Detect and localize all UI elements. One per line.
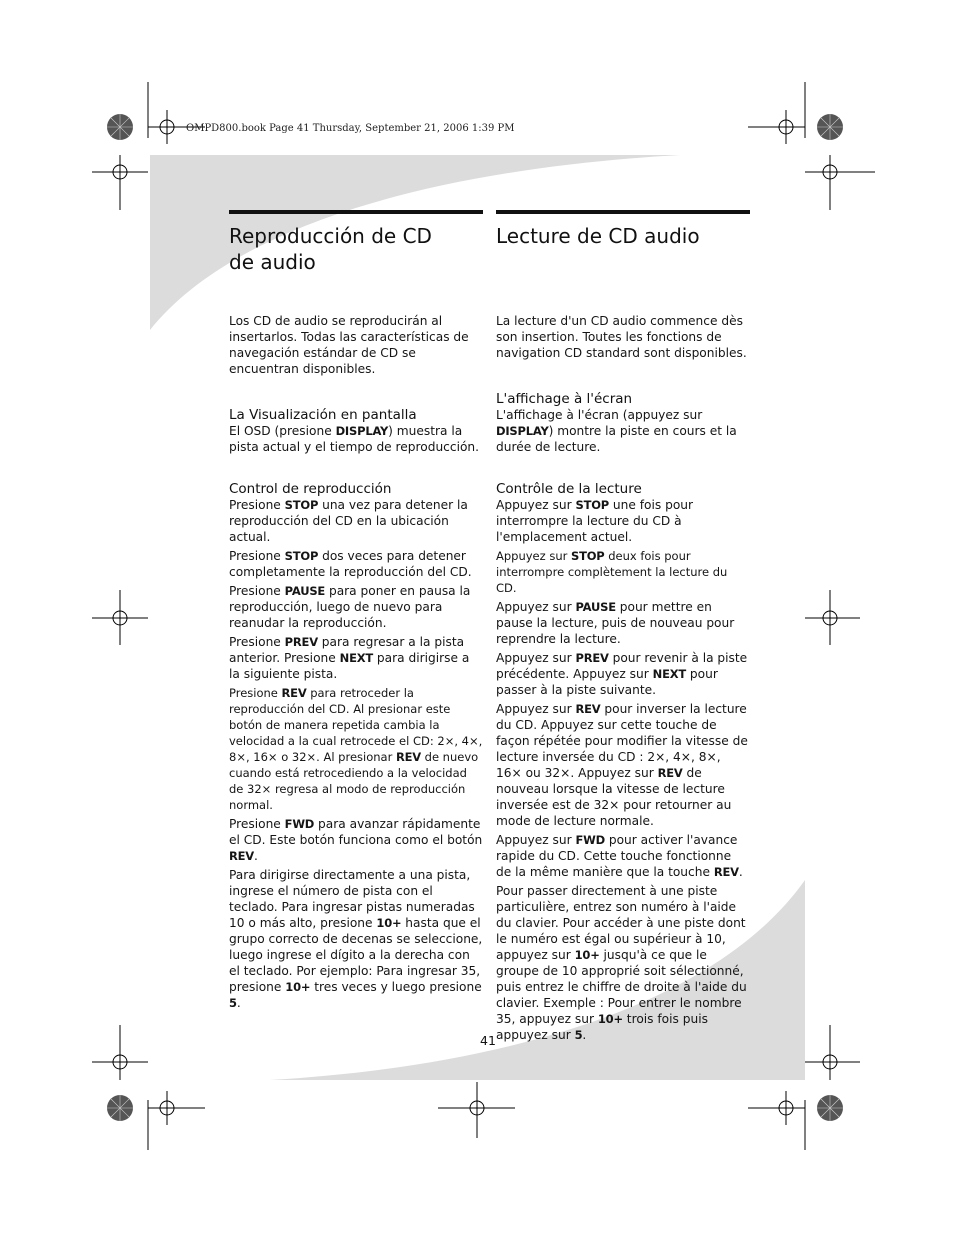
title-line-1: Lecture de CD audio <box>496 224 700 248</box>
display-section <box>229 407 483 455</box>
display-paragraph: El OSD (presione DISPLAY) muestra la pista actual y el tiempo de reproducción. <box>229 424 480 454</box>
section-title <box>229 223 483 313</box>
title-rule <box>496 210 750 214</box>
french-column <box>496 210 750 1046</box>
section-title <box>496 223 750 313</box>
display-heading: La Visualización en pantalla <box>229 407 417 423</box>
control-section <box>496 481 750 1043</box>
page-number: 41 <box>480 1033 496 1048</box>
pause-paragraph: Presione PAUSE para poner en pausa la reproducción, luego de nuevo para reanudar la reproducción. <box>229 584 471 630</box>
rev-paragraph: Appuyez sur REV pour inverser la lecture du CD. Appuyez sur cette touche de façon répétée pour modifier la vitesse de lecture inversée du CD : 2×, 4×, 8×, 16× ou 32×. Appuyez sur REV de nouveau lorsque la vitesse de lecture inversée est de 32× pour retourner au mode de lecture normale. <box>496 702 748 828</box>
print-header: OMPD800.book Page 41 Thursday, September 21, 2006 1:39 PM <box>186 123 515 134</box>
stop-twice-paragraph: Appuyez sur STOP deux fois pour interrompre complètement la lecture du CD. <box>496 549 728 595</box>
stop-twice-paragraph: Presione STOP dos veces para detener completamente la reproducción del CD. <box>229 549 472 579</box>
fwd-paragraph: Presione FWD para avanzar rápidamente el CD. Este botón funciona como el botón REV. <box>229 817 483 863</box>
control-section <box>229 481 483 1011</box>
direct-track-paragraph: Para dirigirse directamente a una pista, ingrese el número de pista con el teclado. Para ingresar pistas numeradas 10 o más alto, presione 10+ hasta que el grupo correcto de decenas se seleccione, luego ingrese el dígito a la derecha con el teclado. Por ejemplo: Para ingresar 35, presione 10+ tres veces y luego presione 5. <box>229 868 483 1010</box>
display-heading: L'affichage à l'écran <box>496 391 633 407</box>
fwd-paragraph: Appuyez sur FWD pour activer l'avance rapide du CD. Cette touche fonctionne de la même manière que la touche REV. <box>496 833 743 879</box>
pause-paragraph: Appuyez sur PAUSE pour mettre en pause la lecture, puis de nouveau pour reprendre la lecture. <box>496 600 735 646</box>
intro-paragraph: La lecture d'un CD audio commence dès son insertion. Toutes les fonctions de navigation CD standard sont disponibles. <box>496 314 747 360</box>
prev-next-paragraph: Appuyez sur PREV pour revenir à la piste précédente. Appuyez sur NEXT pour passer à la piste suivante. <box>496 651 748 697</box>
title-rule <box>229 210 483 214</box>
direct-track-paragraph: Pour passer directement à une piste particulière, entrez son numéro à l'aide du clavier. Pour accéder à une piste dont le numéro est égal ou supérieur à 10, appuyez sur 10+ jusqu'à ce que le groupe de 10 approprié soit sélectionné, puis entrez le chiffre de droite à l'aide du clavier. Exemple : Pour entrer le nombre 35, appuyez sur 10+ trois fois puis appuyez sur 5. <box>496 884 747 1042</box>
intro-paragraph: Los CD de audio se reproducirán al insertarlos. Todas las características de navegación estándar de CD se encuentran disponibles. <box>229 314 469 376</box>
title-line-2: de audio <box>229 250 316 274</box>
prev-next-paragraph: Presione PREV para regresar a la pista anterior. Presione NEXT para dirigirse a la siguiente pista. <box>229 635 470 681</box>
display-paragraph: L'affichage à l'écran (appuyez sur DISPLAY) montre la piste en cours et la durée de lecture. <box>496 408 737 454</box>
spanish-column <box>229 210 483 1014</box>
stop-once-paragraph: Appuyez sur STOP une fois pour interrompre la lecture du CD à l'emplacement actuel. <box>496 498 694 544</box>
stop-once-paragraph: Presione STOP una vez para detener la reproducción del CD en la ubicación actual. <box>229 498 468 544</box>
title-line-1: Reproducción de CD <box>229 224 432 248</box>
control-heading: Contrôle de la lecture <box>496 481 642 497</box>
control-heading: Control de reproducción <box>229 481 392 497</box>
display-section <box>496 391 750 455</box>
rev-paragraph: Presione REV para retroceder la reproducción del CD. Al presionar este botón de manera repetida cambia la velocidad a la cual retrocede el CD: 2×, 4×, 8×, 16× o 32×. Al presionar REV de nuevo cuando está retrocediendo a la velocidad de 32× regresa al modo de reproducción normal. <box>229 686 483 812</box>
